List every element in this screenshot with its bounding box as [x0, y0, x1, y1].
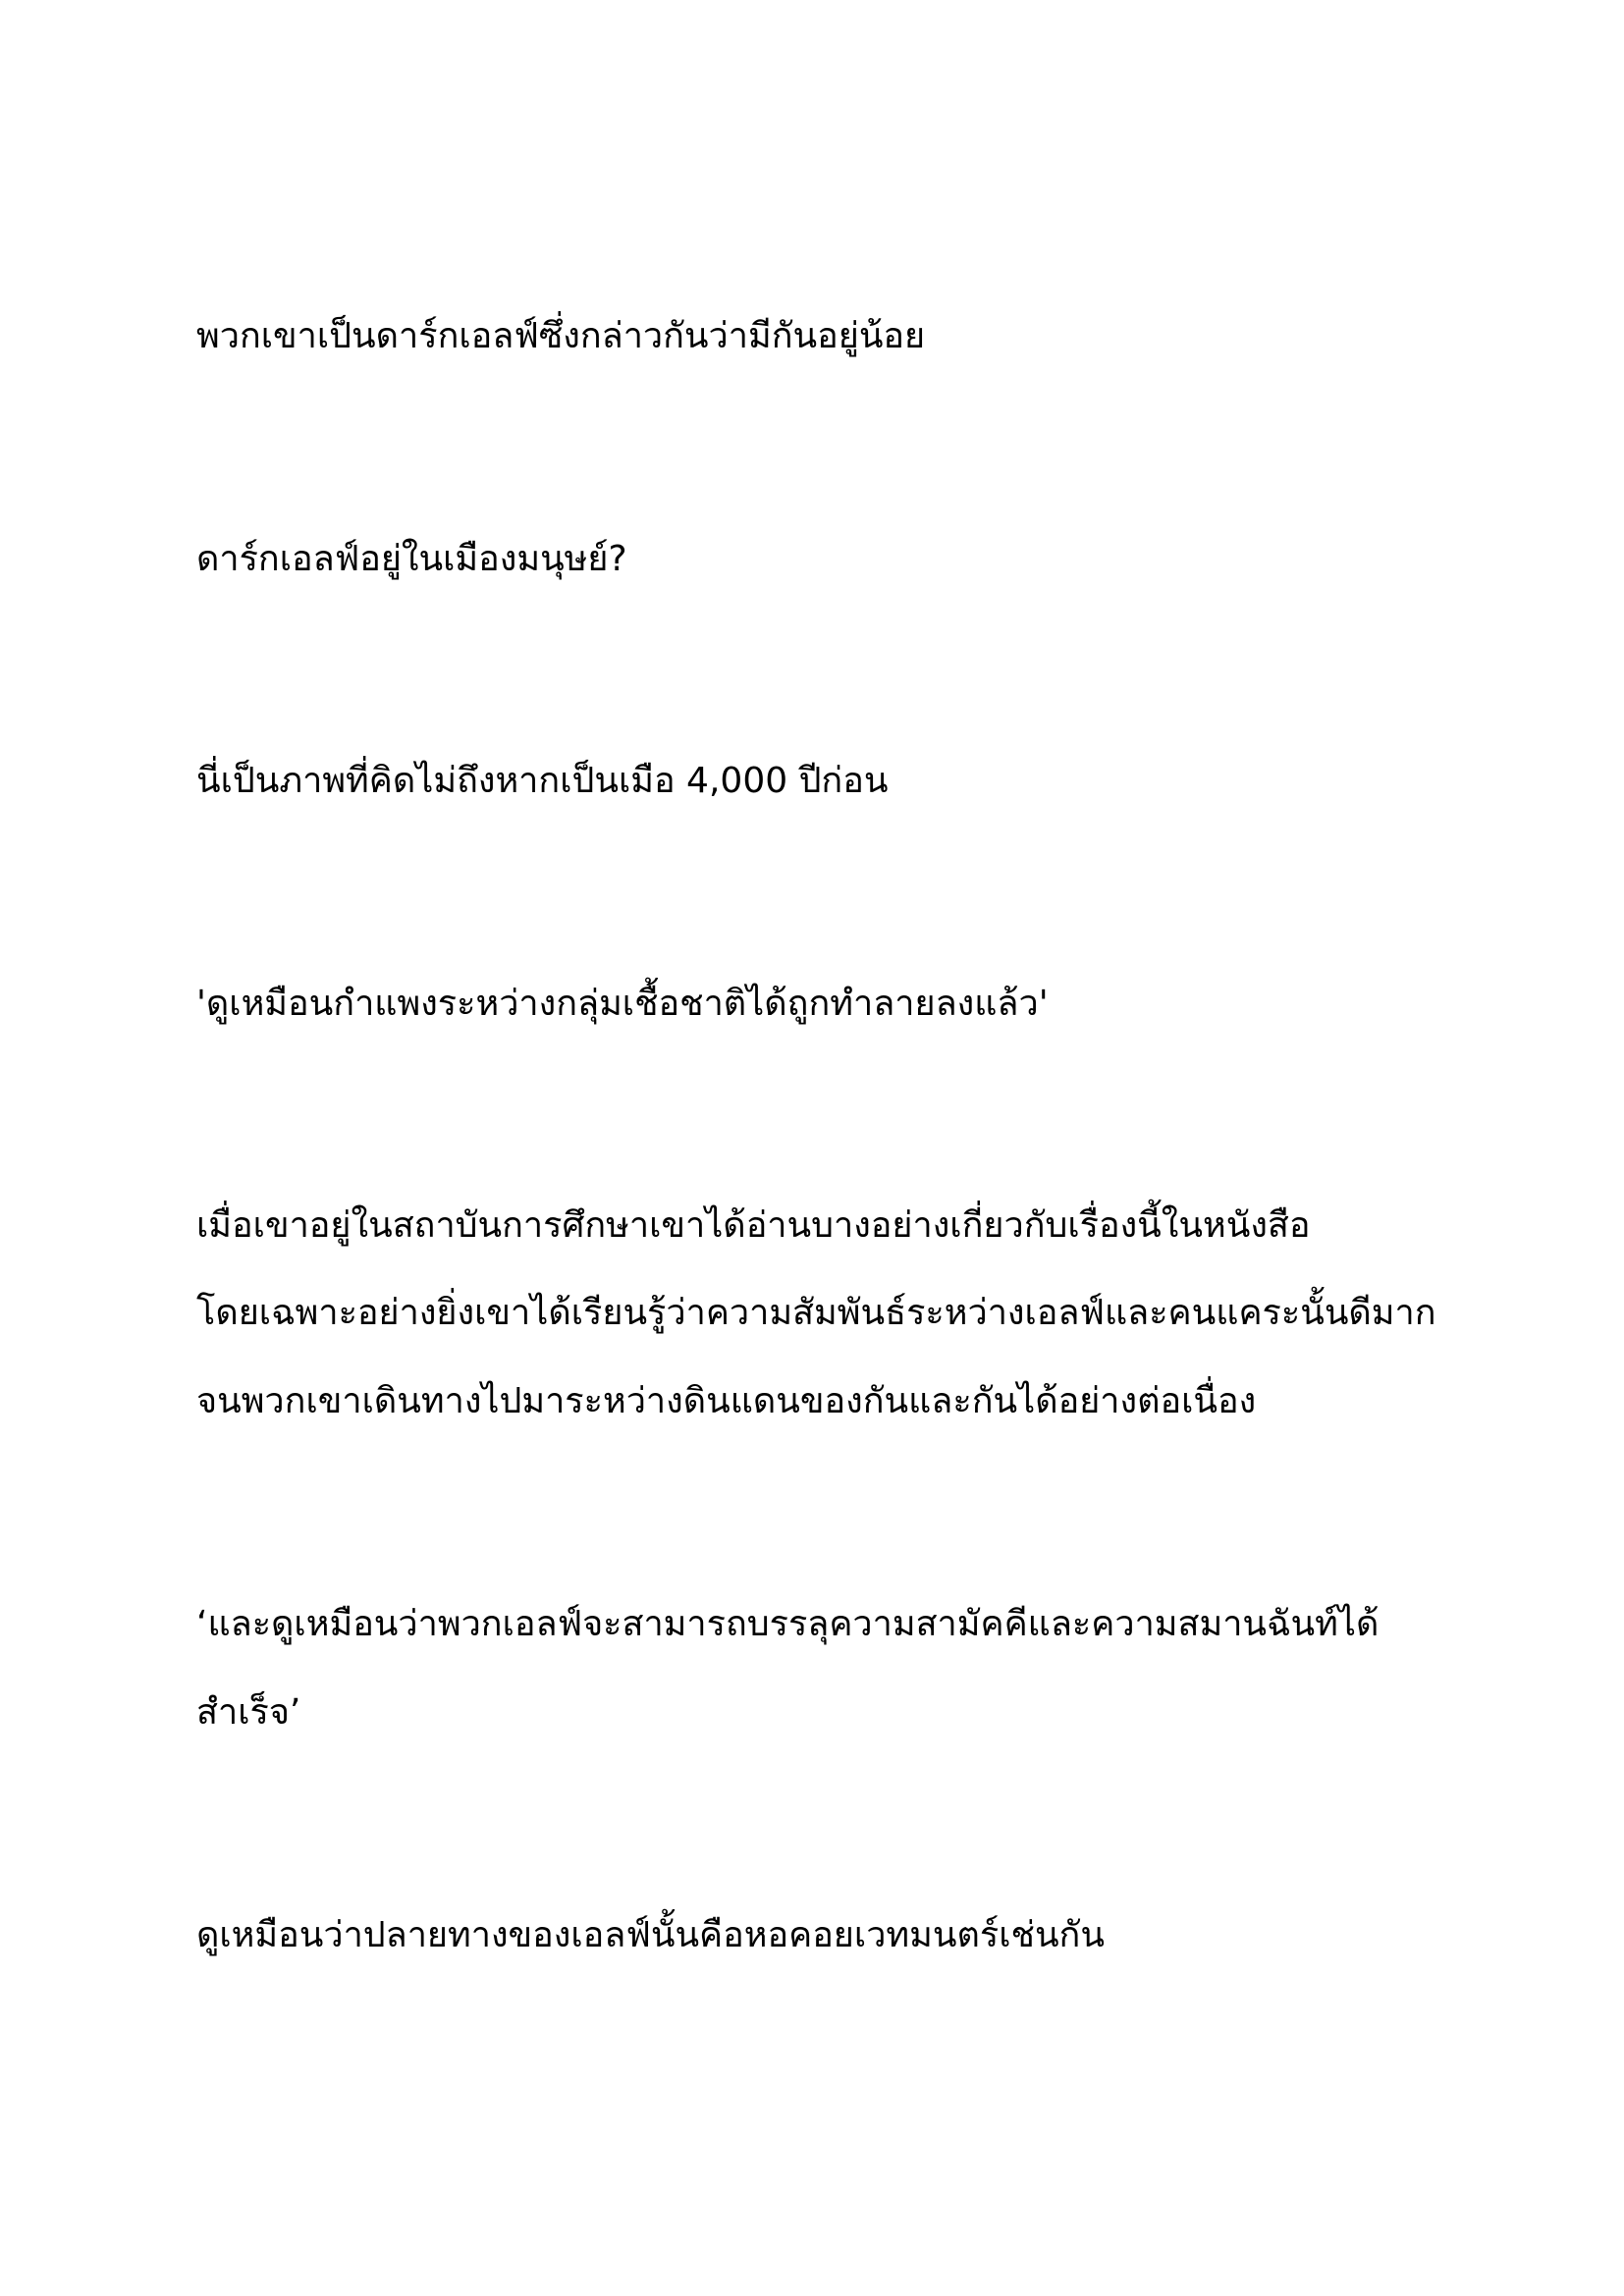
paragraph-line: ดาร์กเอลฟ์อยู่ในเมืองมนุษย์?: [196, 539, 627, 579]
paragraph-line: พวกเขาเป็นดาร์กเอลฟ์ซึ่งกล่าวกันว่ามีกันอยู่น้อย: [196, 316, 926, 356]
paragraph-line: นี่เป็นภาพที่คิดไม่ถึงหากเป็นเมือ 4,000 ปีก่อน: [196, 761, 889, 801]
paragraph-line: จนพวกเขาเดินทางไปมาระหว่างดินแดนของกันและกันได้อย่างต่อเนื่อง: [196, 1381, 1257, 1421]
paragraph-line: เมื่อเขาอยู่ในสถาบันการศึกษาเขาได้อ่านบางอย่างเกี่ยวกับเรื่องนี้ในหนังสือ: [196, 1205, 1311, 1246]
paragraph-line: 'ดูเหมือนกำแพงระหว่างกลุ่มเชื้อชาติได้ถูกทำลายลงแล้ว': [196, 984, 1049, 1024]
paragraph-line: สำเร็จ’: [196, 1692, 301, 1733]
paragraph-line: ดูเหมือนว่าปลายทางของเอลฟ์นั้นคือหอคอยเวทมนตร์เช่นกัน: [196, 1915, 1105, 1955]
paragraph-line: โดยเฉพาะอย่างยิ่งเขาได้เรียนรู้ว่าความสัมพันธ์ระหว่างเอลฟ์และคนแคระนั้นดีมาก: [196, 1293, 1436, 1333]
paragraph-line: ‘และดูเหมือนว่าพวกเอลฟ์จะสามารถบรรลุความสามัคคีและความสมานฉันท์ได้: [196, 1604, 1380, 1644]
